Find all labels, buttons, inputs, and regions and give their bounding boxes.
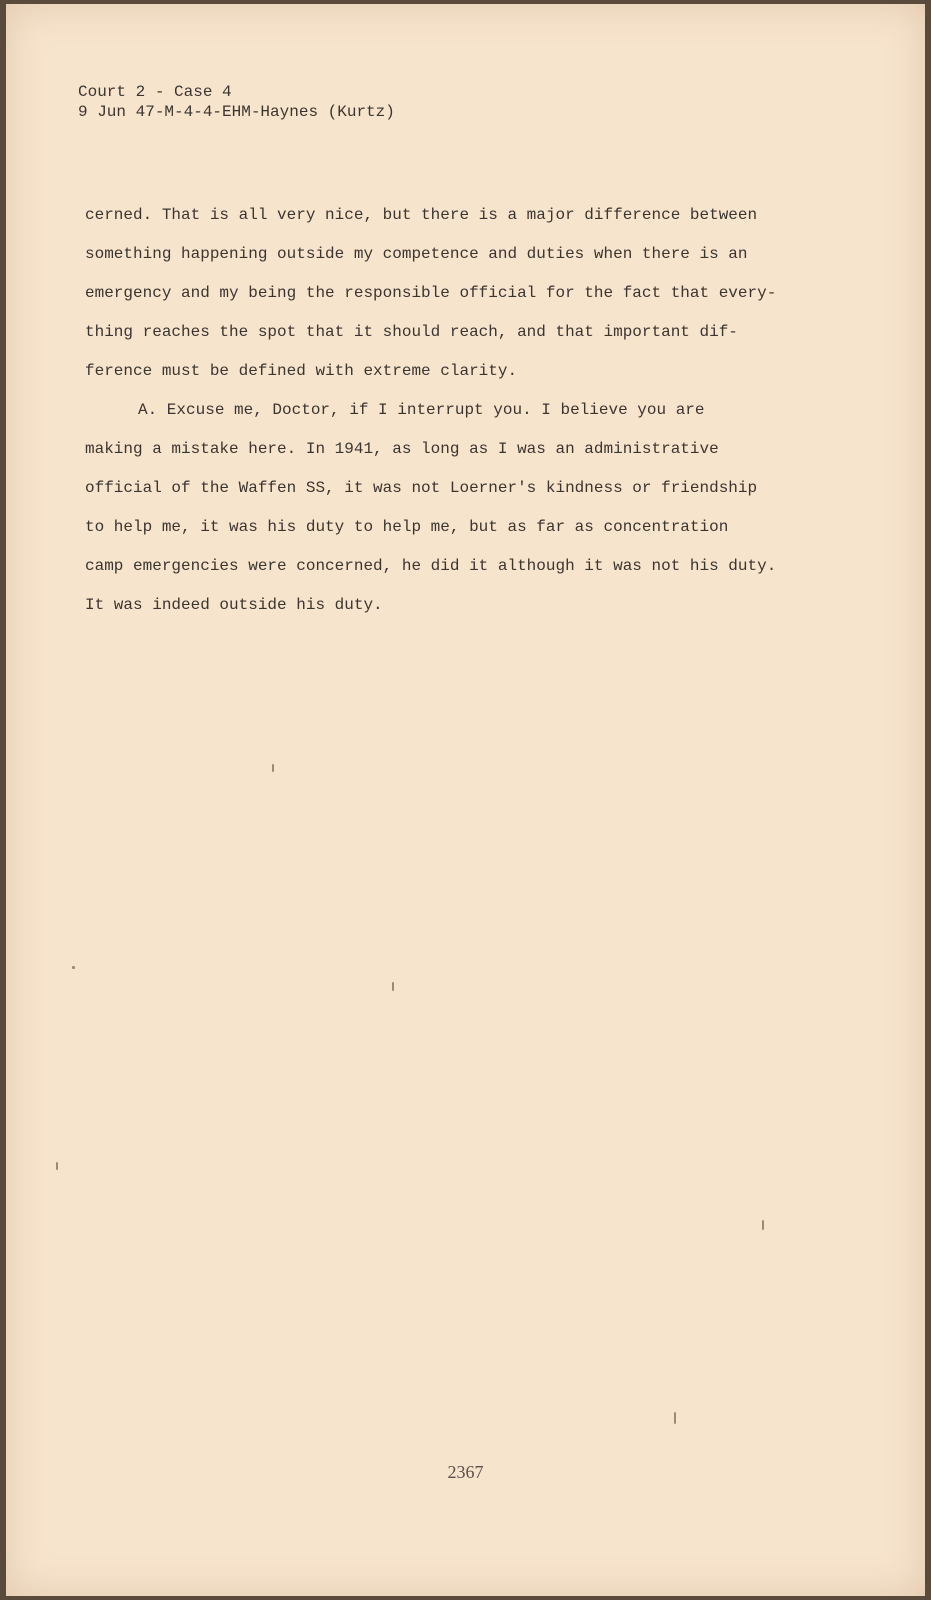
paper-speck	[56, 1162, 58, 1170]
transcript-line: something happening outside my competence and duties when there is an	[85, 245, 748, 263]
paper-speck	[392, 982, 394, 991]
paper-speck	[72, 966, 75, 969]
page-number: 2367	[447, 1462, 484, 1482]
transcript-line: ference must be defined with extreme clarity.	[85, 362, 518, 380]
header-session-info: 9 Jun 47-M-4-4-EHM-Haynes (Kurtz)	[78, 103, 395, 121]
transcript-line: official of the Waffen SS, it was not Loerner's kindness or friendship	[85, 479, 758, 497]
transcript-line: making a mistake here. In 1941, as long as I was an administrative	[85, 440, 719, 458]
transcript-body	[85, 196, 845, 625]
transcript-line: camp emergencies were concerned, he did it although it was not his duty.	[85, 557, 777, 575]
paper-speck	[272, 764, 274, 772]
document-header	[78, 82, 395, 122]
transcript-line: A. Excuse me, Doctor, if I interrupt you. I believe you are	[138, 401, 705, 419]
transcript-line: to help me, it was his duty to help me, but as far as concentration	[85, 518, 729, 536]
transcript-line: emergency and my being the responsible official for the fact that every-	[85, 284, 777, 302]
transcript-line: cerned. That is all very nice, but there is a major difference between	[85, 206, 758, 224]
transcript-line: It was indeed outside his duty.	[85, 596, 383, 614]
paper-speck	[762, 1220, 764, 1230]
document-page	[6, 4, 925, 1596]
header-court-case: Court 2 - Case 4	[78, 83, 232, 101]
paper-speck	[674, 1412, 676, 1424]
transcript-line: thing reaches the spot that it should reach, and that important dif-	[85, 323, 738, 341]
